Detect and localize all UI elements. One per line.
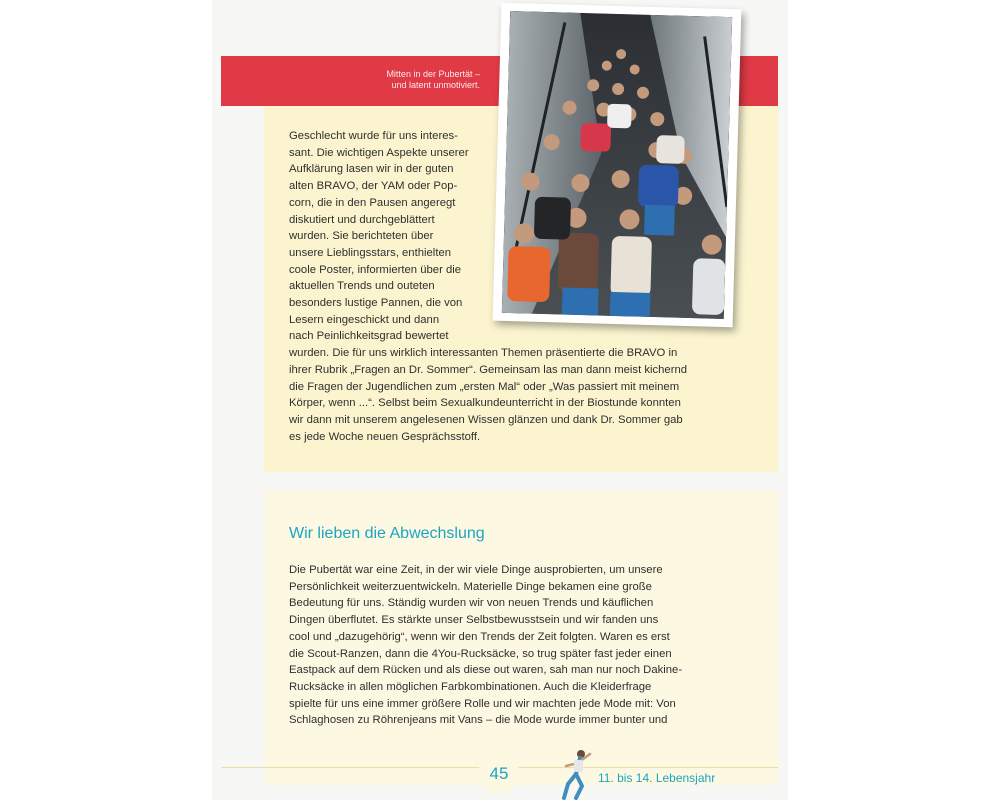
text-line: diskutiert und durchgeblättert xyxy=(289,213,435,226)
caption-line-2: und latent unmotiviert. xyxy=(391,80,480,90)
dancer-icon xyxy=(556,748,596,800)
page-number: 45 xyxy=(489,764,509,783)
text-line: nach Peinlichkeitsgrad bewertet xyxy=(289,330,449,343)
text-line: die Scout-Ranzen, dann die 4You-Rucksäcke, so trug später fast jeder einen xyxy=(289,647,672,660)
text-line: Aufklärung lasen wir in der guten xyxy=(289,163,454,176)
text-line: cool und „dazugehörig“, wenn wir den Trends der Zeit folgten. Waren es erst xyxy=(289,630,670,643)
text-line: wir dann mit unserem angelesenen Wissen glänzen und dank Dr. Sommer gab xyxy=(289,413,683,426)
text-line: es jede Woche neuen Gesprächsstoff. xyxy=(289,430,481,443)
section-heading: Wir lieben die Abwechslung xyxy=(289,525,485,542)
text-line: coole Poster, informierten über die xyxy=(289,263,462,276)
text-line: spielte für uns eine immer größere Rolle und wir machten jede Mode mit: Von xyxy=(289,697,676,710)
text-line: Persönlichkeit weiterzuentwickeln. Materielle Dinge bekamen eine große xyxy=(289,580,652,593)
text-line: corn, die in den Pausen angeregt xyxy=(289,196,456,209)
text-line: Körper, wenn ...“. Selbst beim Sexualkundeunterricht in der Biostunde konnten xyxy=(289,397,681,410)
text-line: Schlaghosen zu Röhrenjeans mit Vans – die Mode wurde immer bunter und xyxy=(289,714,668,727)
text-line: alten BRAVO, der YAM oder Pop- xyxy=(289,180,458,193)
photo-caption xyxy=(330,69,480,91)
text-line: Dingen überflutet. Es stärkte unser Selbstbewusstsein und wir fanden uns xyxy=(289,614,659,627)
text-line: Bedeutung für uns. Ständig wurden wir von neuen Trends und käuflichen xyxy=(289,597,654,610)
body-text-2 xyxy=(289,562,729,729)
students-on-stairs-photo xyxy=(502,11,732,319)
caption-line-1: Mitten in der Pubertät – xyxy=(386,69,480,79)
age-range-label: 11. bis 14. Lebensjahr xyxy=(598,771,716,785)
text-line: unsere Lieblingsstars, enthielten xyxy=(289,246,452,259)
text-line: die Fragen der Jugendlichen zum „ersten Mal“ oder „Was passiert mit meinem xyxy=(289,380,680,393)
text-line: Geschlecht wurde für uns interes- xyxy=(289,130,458,142)
text-line: ihrer Rubrik „Fragen an Dr. Sommer“. Gemeinsam las man dann meist kichernd xyxy=(289,363,688,376)
text-line: sant. Die wichtigen Aspekte unserer xyxy=(289,146,469,159)
students-illustration xyxy=(502,11,732,319)
text-line: aktuellen Trends und outeten xyxy=(289,280,435,293)
text-line: Die Pubertät war eine Zeit, in der wir viele Dinge ausprobierten, um unsere xyxy=(289,564,663,576)
text-line: besonders lustige Pannen, die von xyxy=(289,297,463,310)
text-line: Lesern eingeschickt und dann xyxy=(289,313,440,326)
photo-polaroid xyxy=(493,3,742,328)
text-line: Eastpack auf dem Rücken und als diese out waren, sah man nur noch Dakine- xyxy=(289,664,683,677)
text-line: wurden. Die für uns wirklich interessanten Themen präsentierte die BRAVO in xyxy=(289,347,678,360)
text-line: wurden. Sie berichteten über xyxy=(289,230,434,243)
text-line: Rucksäcke in allen möglichen Farbkombinationen. Auch die Kleiderfrage xyxy=(289,680,652,693)
